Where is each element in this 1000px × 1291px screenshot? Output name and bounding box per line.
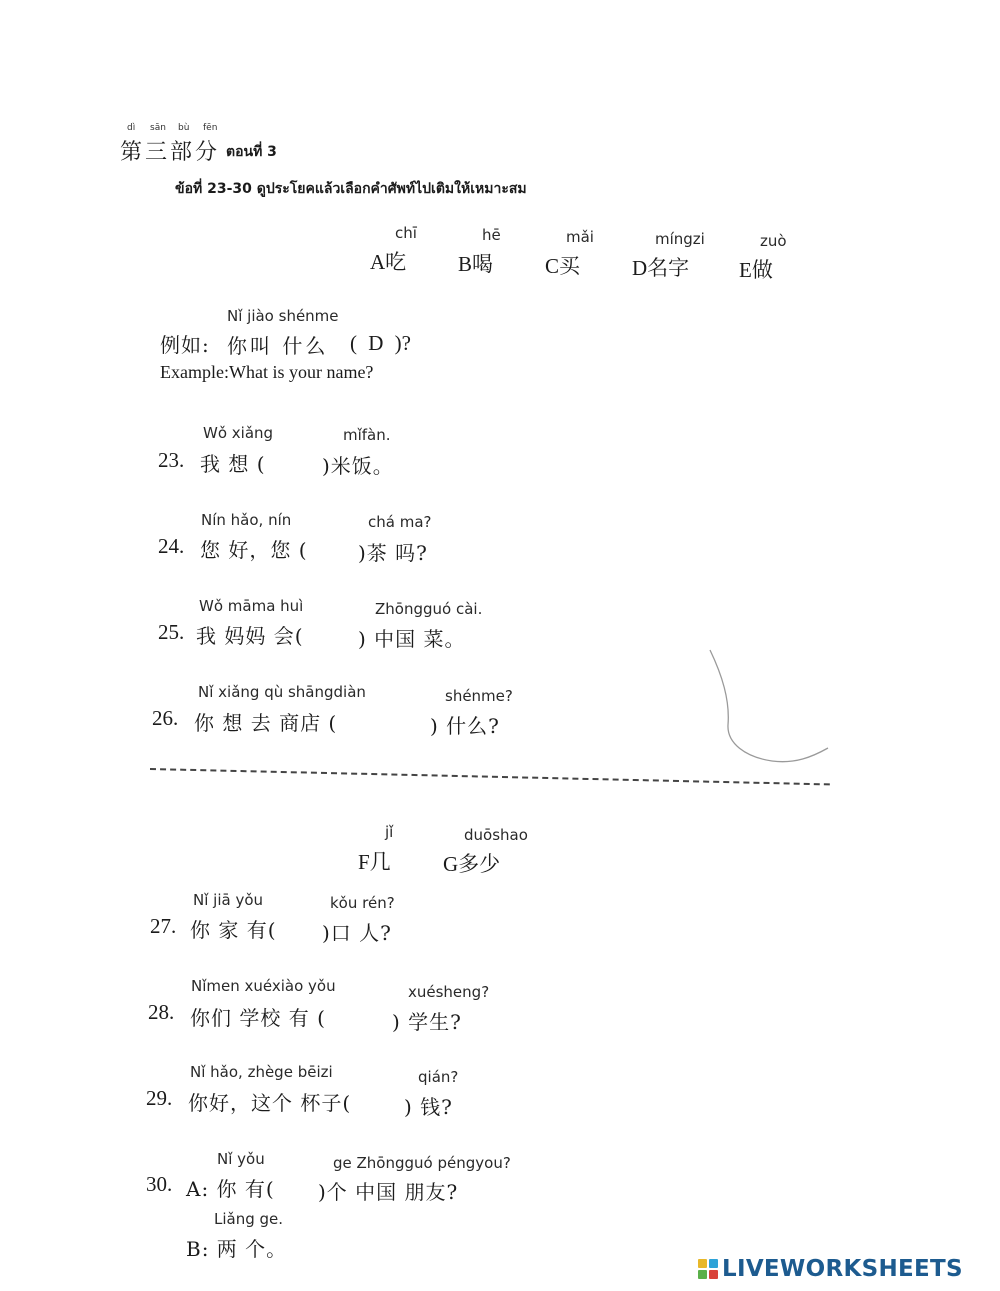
- example-answer: ( D )?: [350, 331, 411, 355]
- pen-mark-decoration: [700, 645, 840, 775]
- option-d-pinyin: míngzi: [655, 230, 705, 248]
- question-number: 30.: [146, 1172, 173, 1196]
- question-pinyin-2: Zhōngguó cài.: [375, 600, 483, 618]
- question-text-end: ) 什么?: [430, 714, 500, 738]
- question-text-end: ) 中国 菜。: [358, 627, 466, 651]
- question-pinyin: Nǐ jiā yǒu: [193, 891, 264, 909]
- question-pinyin: Nǐ hǎo, zhège bēizi: [190, 1063, 333, 1081]
- answer-blank-26[interactable]: [392, 707, 430, 733]
- option-a-label: A吃: [370, 250, 407, 274]
- answer-b-text: B: 两 个。: [186, 1237, 288, 1261]
- example-pinyin: Nǐ jiào shénme: [227, 307, 339, 325]
- question-text-end: ) 钱?: [404, 1095, 453, 1119]
- question-pinyin-2: chá ma?: [368, 513, 432, 531]
- brand-text: LIVEWORKSHEETS: [722, 1256, 963, 1282]
- answer-blank-23[interactable]: [292, 448, 322, 474]
- example-chinese: 你叫 什么: [227, 334, 329, 358]
- question-pinyin: Nǐmen xuéxiào yǒu: [191, 977, 336, 995]
- option-e-pinyin: zuò: [760, 232, 787, 250]
- question-number: 27.: [150, 914, 177, 938]
- question-pinyin: Nín hǎo, nín: [201, 511, 292, 529]
- liveworksheets-logo: [698, 1254, 963, 1284]
- header-pinyin-3: bù: [178, 123, 190, 133]
- option-d-label: D名字: [632, 256, 690, 280]
- question-pinyin-2: qián?: [418, 1068, 459, 1086]
- option-g-pinyin: duōshao: [464, 826, 528, 844]
- answer-blank-28[interactable]: [356, 1002, 392, 1028]
- option-b-label: B喝: [458, 252, 494, 276]
- answer-blank-27[interactable]: [290, 914, 322, 940]
- option-b-pinyin: hē: [482, 226, 501, 244]
- answer-blank-29[interactable]: [368, 1087, 404, 1113]
- section-title: 第三部分: [120, 140, 221, 165]
- answer-blank-30[interactable]: [283, 1173, 317, 1199]
- option-e-label: E做: [739, 258, 773, 282]
- header-pinyin-2: sān: [150, 123, 166, 133]
- question-pinyin: Wǒ māma huì: [199, 597, 304, 615]
- option-f-label: F几: [358, 850, 391, 874]
- question-pinyin-2: shénme?: [445, 687, 513, 705]
- answer-blank-25[interactable]: [318, 620, 356, 646]
- question-text-start: 您 好，您 (: [200, 538, 308, 562]
- option-c-pinyin: mǎi: [566, 228, 594, 246]
- question-pinyin-2: xuésheng?: [408, 983, 490, 1001]
- question-pinyin-2: ge Zhōngguó péngyou?: [333, 1154, 511, 1172]
- question-text-start: 你们 学校 有 (: [190, 1006, 326, 1030]
- question-number: 28.: [148, 1000, 175, 1024]
- question-text-start: 我 想 (: [200, 452, 266, 476]
- question-number: 26.: [152, 706, 179, 730]
- question-text-end: )米饭。: [322, 454, 394, 478]
- header-pinyin-4: fēn: [203, 123, 218, 133]
- option-g-label: G多少: [443, 852, 501, 876]
- option-a-pinyin: chī: [395, 224, 417, 242]
- answer-blank-24[interactable]: [322, 534, 354, 560]
- question-number: 25.: [158, 620, 185, 644]
- question-pinyin: Nǐ yǒu: [217, 1150, 265, 1168]
- question-pinyin: Nǐ xiǎng qù shāngdiàn: [198, 683, 366, 701]
- question-text-start: 你 想 去 商店 (: [194, 711, 338, 735]
- question-text-start: 你 家 有(: [190, 918, 277, 942]
- option-f-pinyin: jǐ: [385, 823, 394, 841]
- example-prefix: 例如:: [160, 333, 210, 357]
- answer-b-pinyin: Liǎng ge.: [214, 1210, 284, 1228]
- question-text-start: A: 你 有(: [186, 1177, 275, 1201]
- question-pinyin-2: mǐfàn.: [343, 426, 391, 444]
- example-english: Example:What is your name?: [160, 362, 374, 382]
- logo-icon: [698, 1259, 718, 1279]
- question-pinyin: Wǒ xiǎng: [203, 424, 274, 442]
- question-pinyin-2: kǒu rén?: [330, 894, 395, 912]
- question-number: 29.: [146, 1086, 173, 1110]
- question-text-end: ) 学生?: [392, 1010, 462, 1034]
- question-text-start: 我 妈妈 会(: [196, 624, 304, 648]
- section-title-thai: ตอนที่ 3: [226, 144, 277, 160]
- question-text-end: )口 人?: [322, 921, 392, 945]
- question-number: 24.: [158, 534, 185, 558]
- question-text-start: 你好，这个 杯子(: [188, 1091, 352, 1115]
- header-pinyin-1: dì: [127, 123, 136, 133]
- question-number: 23.: [158, 448, 185, 472]
- question-text-end: )个 中国 朋友?: [318, 1180, 459, 1204]
- instruction-text: ข้อที่ 23-30 ดูประโยคแล้วเลือกคำศัพท์ไปเติมให้เหมาะสม: [175, 181, 527, 197]
- question-text-end: )茶 吗?: [358, 541, 428, 565]
- option-c-label: C买: [545, 254, 581, 278]
